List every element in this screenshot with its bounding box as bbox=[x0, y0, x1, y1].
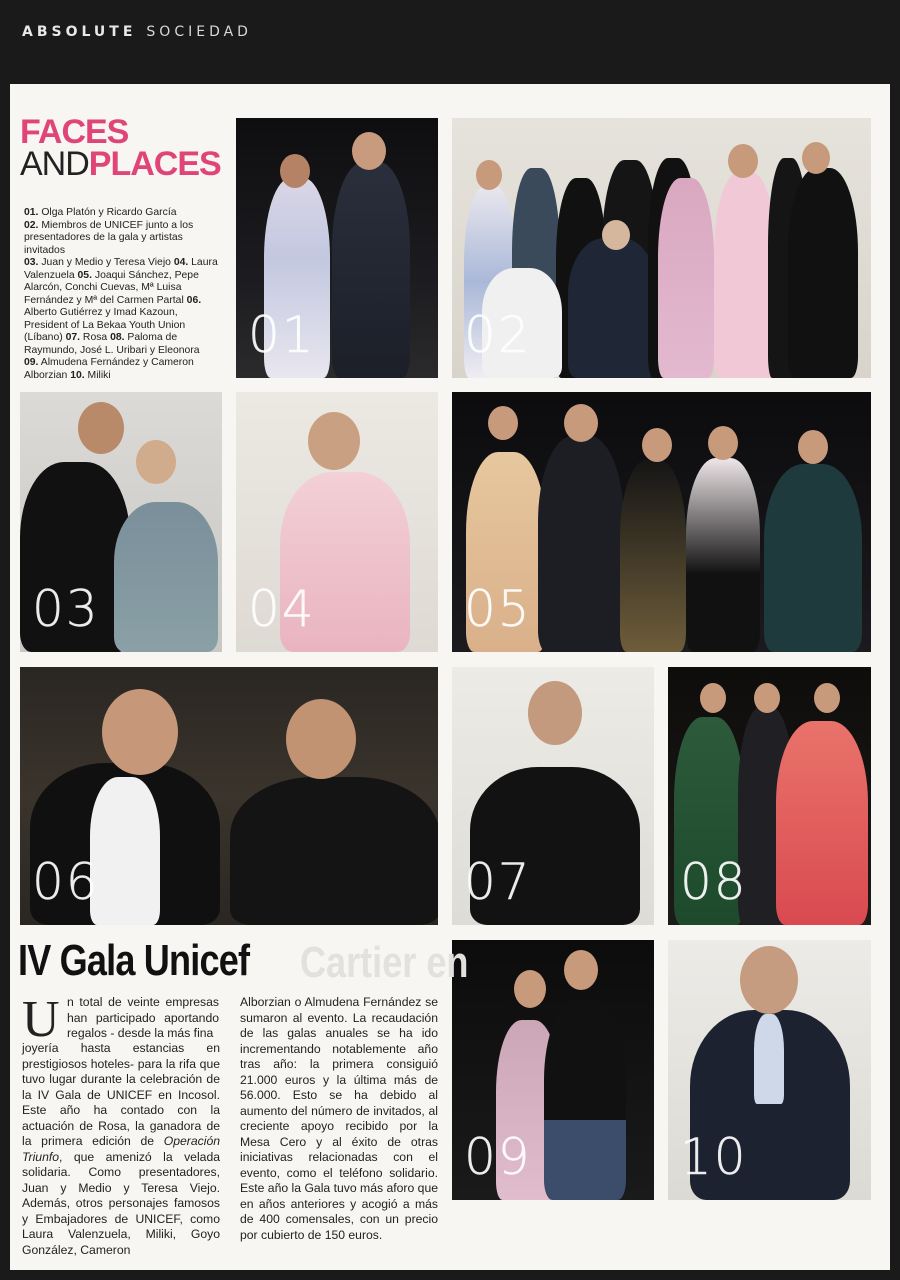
section-name: SOCIEDAD bbox=[146, 24, 252, 40]
ghost-headline: Cartier en bbox=[300, 938, 469, 987]
photo-10 bbox=[668, 940, 871, 1200]
article-headline: IV Gala Unicef bbox=[18, 936, 250, 985]
section-header bbox=[22, 24, 252, 40]
photo-number: 07 bbox=[464, 853, 532, 911]
photo-number: 01 bbox=[248, 306, 316, 364]
photo-09 bbox=[452, 940, 654, 1200]
article-column-1: joyería hasta estancias en prestigiosos hoteles- para la rifa que tuvo lugar durante la celebración de la IV Gala de UNICEF en Incosol. Este año ha contado con la actuación de Rosa, la ganadora de la primera edición de Operación Triunfo, que amenizó la velada solidaria. Como presentadores, Juan y Medio y Teresa Viejo. Además, otros personajes famosos y Embajadores de UNICEF, como Laura Valenzuela, Miliki, Goyo González, Cameron bbox=[22, 1041, 220, 1257]
photo-08 bbox=[668, 667, 871, 925]
photo-01 bbox=[236, 118, 438, 378]
photo-number: 09 bbox=[464, 1128, 532, 1186]
photo-03 bbox=[20, 392, 222, 652]
photo-07 bbox=[452, 667, 654, 925]
photo-number: 04 bbox=[248, 580, 316, 638]
article-lead-text: n total de veinte empresas han participado aportando regalos - desde la más fina bbox=[67, 995, 219, 1040]
faces-and-places-title: FACES ANDPLACES bbox=[20, 113, 221, 183]
photo-04 bbox=[236, 392, 438, 652]
article-column-2: Alborzian o Almudena Fernández se sumaron al evento. La recaudación de las galas anuales se ha ido incrementando notablemente año tras año: la primera consiguió 21.000 euros y la última más de 56.000. Esto se ha debido al aumento del número de invitados, al creciente apoyo recibido por la Mesa Cero y al éxito de otras iniciativas relacionadas con el evento, como el teléfono solidario. Este año la Gala tuvo más aforo que en años anteriores y acogió a más de 400 comensales, con un precio por cubierto de 150 euros. bbox=[240, 995, 438, 1242]
photo-captions: 01. Olga Platón y Ricardo García 02. Miembros de UNICEF junto a los presentadores de la gala y artistas invitados 03. Juan y Medio y Teresa Viejo 04. Laura Valenzuela 05. Joaqui Sánchez, Pepe Alarcón, Conchi Cuevas, Mª Luisa Fernández y Mª del Carmen Partal 06. Alberto Gutiérrez y Imad Kazoun, President of La Bekaa Youth Union (Líbano) 07. Rosa 08. Paloma de Raymundo, José L. Uribari y Eleonora 09. Almudena Fernández y Cameron Alborzian 10. Miliki bbox=[24, 207, 218, 381]
photo-number: 05 bbox=[464, 580, 532, 638]
photo-05 bbox=[452, 392, 871, 652]
photo-number: 06 bbox=[32, 853, 100, 911]
photo-02 bbox=[452, 118, 871, 378]
photo-number: 08 bbox=[680, 853, 748, 911]
photo-number: 10 bbox=[680, 1128, 748, 1186]
page-header bbox=[0, 0, 900, 82]
magazine-brand: ABSOLUTE bbox=[22, 24, 137, 40]
drop-cap: U bbox=[22, 991, 60, 1048]
photo-number: 03 bbox=[32, 580, 100, 638]
photo-06 bbox=[20, 667, 438, 925]
photo-number: 02 bbox=[464, 306, 532, 364]
